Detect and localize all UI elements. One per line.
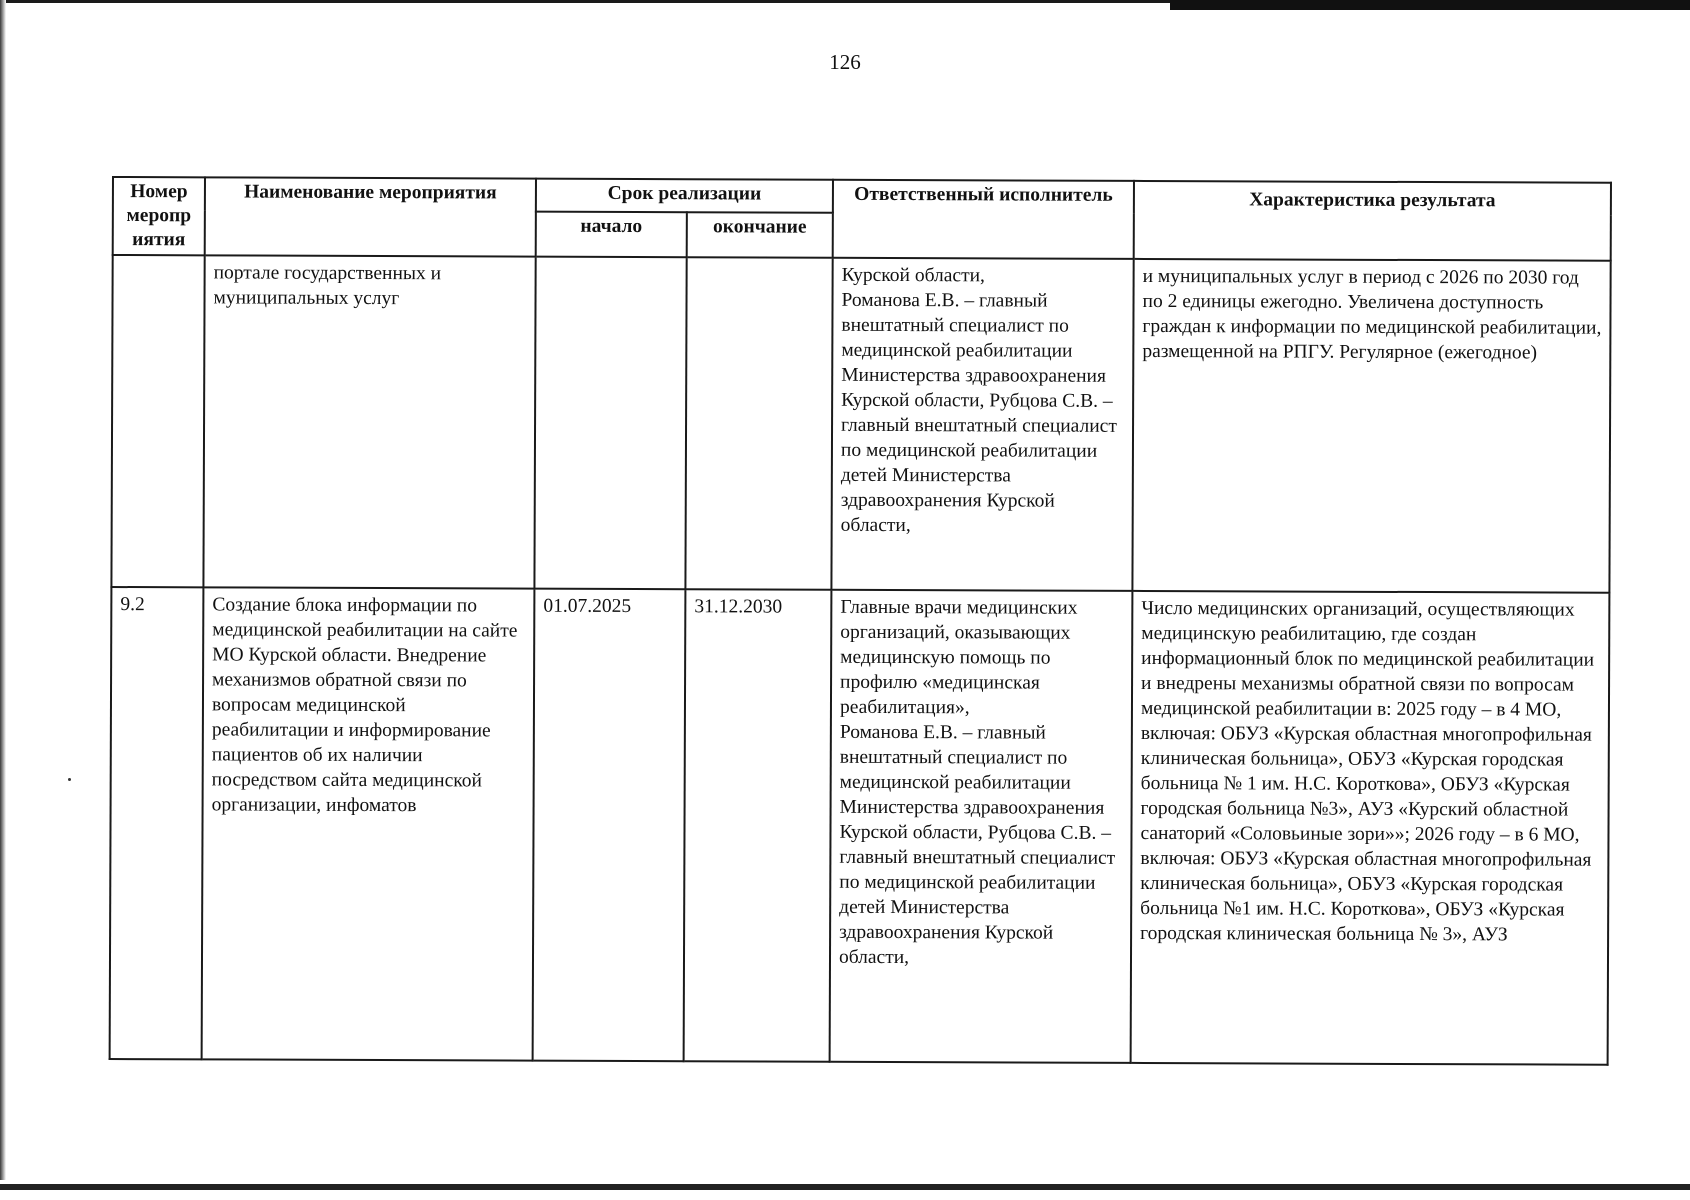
row-name: Создание блока информации по медицинской реабилитации на сайте МО Курской области. Внедрение механизмов обратной связи по вопросам медицинской реабилитации и информирование пациентов об их наличии посредством сайта медицинской организации, инфоматов (202, 587, 535, 1060)
row-end (685, 257, 832, 590)
row-number: 9.2 (110, 587, 204, 1059)
header-responsible: Ответственный исполнитель (833, 180, 1134, 259)
table-row (110, 587, 1610, 1065)
header-result: Характеристика результата (1134, 181, 1611, 261)
row-responsible: Курской области, Романова Е.В. – главный внештатный специалист по медицинской реабилитации Министерства здравоохранения Курской области, Рубцова С.В. – главный внештатный специалист по медицинской реабилитации детей Министерства здравоохранения Курской области, (831, 258, 1133, 591)
page-number: 126 (829, 50, 861, 74)
header-number: Номер меропр иятия (113, 177, 205, 255)
row-result: Число медицинских организаций, осуществляющих медицинскую реабилитацию, где создан информационный блок по медицинской реабилитации и внедрены механизмы обратной связи по вопросам медицинской реабилитации в: 2025 году – в 4 МО, включая: ОБУЗ «Курская областная многопрофильная клиническая больница», ОБУЗ «Курская городская больница № 1 им. Н.С. Короткова», ОБУЗ «Курская городская больница №3», АУЗ «Курский областной санаторий «Соловьиные зори»»; 2026 году – в 6 МО, включая: ОБУЗ «Курская областная многопрофильная клиническая больница», ОБУЗ «Курская городская больница №1 им. Н.С. Короткова», ОБУЗ «Курская городская клиническая больница № 3», АУЗ (1131, 591, 1610, 1065)
row-start: 01.07.2025 (533, 589, 686, 1062)
scan-speck (68, 778, 71, 781)
row-start (534, 257, 686, 590)
row-responsible: Главные врачи медицинских организаций, оказывающих медицинскую помощь по профилю «медицинская реабилитация», Романова Е.В. – главный внештатный специалист по медицинской реабилитации Министерства здравоохранения Курской области, Рубцова С.В. – главный внештатный специалист по медицинской реабилитации детей Министерства здравоохранения Курской области, (830, 590, 1133, 1063)
row-name: портале государственных и муниципальных услуг (203, 255, 535, 588)
row-end: 31.12.2030 (684, 589, 832, 1062)
row-result: и муниципальных услуг в период с 2026 по 2030 год по 2 единицы ежегодно. Увеличена доступность граждан к информации по медицинской реабилитации, размещенной на РПГУ. Регулярное (ежегодное) (1132, 259, 1610, 593)
scan-edge-bottom (0, 1180, 1690, 1200)
header-period: Срок реализации (536, 179, 833, 214)
table-header-row (113, 177, 1611, 216)
scan-edge-top-right (1170, 0, 1690, 10)
activities-table (109, 176, 1612, 1066)
header-end: окончание (687, 213, 833, 258)
header-name: Наименование мероприятия (205, 177, 536, 256)
table-row (111, 255, 1610, 593)
scan-edge-left (0, 0, 6, 1200)
row-number (111, 255, 204, 587)
header-start: начало (536, 212, 687, 257)
